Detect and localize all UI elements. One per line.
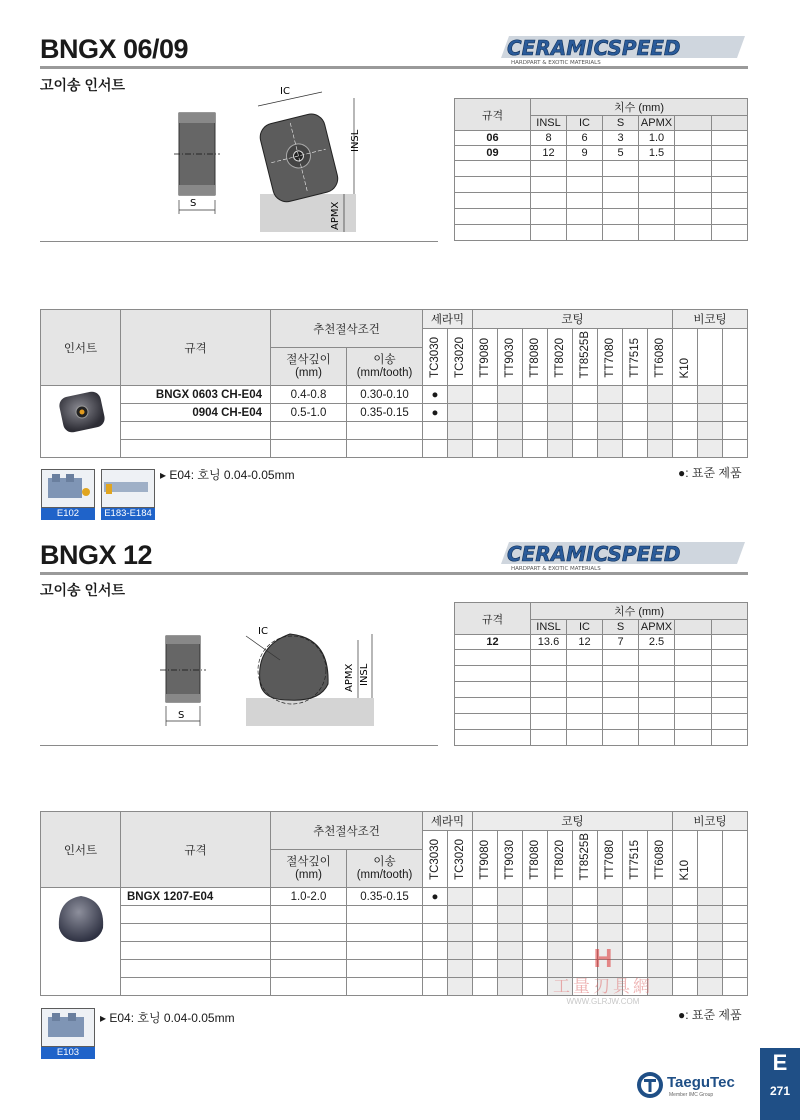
grade-TT8525B: TT8525B	[579, 330, 591, 378]
apmx-label: APMX	[344, 663, 355, 692]
col-dims: 치수 (mm)	[531, 603, 748, 620]
col-feed: 이송 (mm/tooth)	[347, 348, 423, 386]
honing-note: ▸ E04: 호닝 0.04-0.05mm	[100, 1011, 235, 1025]
grade-TT9030: TT9030	[504, 338, 516, 378]
grade-TT7515: TT7515	[629, 840, 641, 880]
section-title: BNGX 12	[40, 540, 153, 570]
site-watermark: H 工量刃具網 WWW.GLRJW.COM	[553, 943, 653, 1006]
col-apmx: APMX	[639, 620, 675, 635]
diagram-rule	[40, 241, 438, 242]
insert-photo	[51, 390, 111, 434]
table-row: 0904 CH-E04 0.5-1.0 0.35-0.15 ●	[41, 404, 748, 422]
grade-TT6080: TT6080	[654, 338, 666, 378]
grade-TT9080: TT9080	[479, 840, 491, 880]
legend-note: ●: 표준 제품	[678, 466, 742, 480]
col-ic: IC	[567, 116, 603, 131]
insl-label: INSL	[350, 129, 361, 152]
apmx-label: APMX	[330, 201, 341, 230]
col-insl: INSL	[531, 116, 567, 131]
insl-label: INSL	[359, 663, 370, 686]
col-doc: 절삭깊이 (mm)	[271, 348, 347, 386]
dimension-table	[454, 602, 748, 746]
grp-ceramic: 세라믹	[423, 812, 473, 831]
ceramicspeed-logo	[497, 32, 749, 66]
logo-text: CERAMICSPEED	[507, 542, 681, 566]
col-insl: INSL	[531, 620, 567, 635]
ceramicspeed-logo	[497, 538, 749, 572]
standard-mark: ●	[423, 404, 448, 422]
insert-photo	[51, 892, 111, 948]
standard-mark: ●	[423, 386, 448, 404]
title-rule	[40, 66, 748, 69]
table-row: 09 12 9 5 1.5	[455, 146, 748, 161]
col-cond: 추천절삭조건	[271, 812, 423, 850]
brand-sub: Member IMC Group	[669, 1092, 714, 1098]
col-spec: 규격	[121, 812, 271, 888]
grade-TT8525B: TT8525B	[579, 832, 591, 880]
col-spec: 규격	[121, 310, 271, 386]
page-letter: E	[772, 1050, 788, 1075]
grade-TC3030: TC3030	[429, 337, 441, 378]
col-doc: 절삭깊이 (mm)	[271, 850, 347, 888]
brand-name: TaeguTec	[667, 1074, 735, 1091]
grp-uncoated: 비코팅	[673, 812, 748, 831]
grp-coated: 코팅	[473, 310, 673, 329]
grade-TT7080: TT7080	[604, 338, 616, 378]
col-grade: 규격	[455, 99, 531, 131]
col-s: S	[603, 116, 639, 131]
ref-thumb-E183[interactable]: E183-E184	[101, 469, 155, 520]
grade-TT6080: TT6080	[654, 840, 666, 880]
standard-mark: ●	[423, 888, 448, 906]
col-ic: IC	[567, 620, 603, 635]
logo-tag: HARDPART & EXOTIC MATERIALS	[511, 566, 601, 572]
insert-dimension-diagram	[160, 618, 380, 730]
title-rule	[40, 572, 748, 575]
logo-tag: HARDPART & EXOTIC MATERIALS	[511, 60, 601, 66]
honing-note: ▸ E04: 호닝 0.04-0.05mm	[160, 468, 295, 482]
grade-TT7080: TT7080	[604, 840, 616, 880]
grade-TC3020: TC3020	[454, 839, 466, 880]
diagram-rule	[40, 745, 438, 746]
grade-TT8020: TT8020	[554, 338, 566, 378]
grade-TT8020: TT8020	[554, 840, 566, 880]
grp-coated: 코팅	[473, 812, 673, 831]
section-title: BNGX 06/09	[40, 34, 189, 64]
section-subtitle: 고이송 인서트	[40, 582, 126, 598]
ref-thumb-E103[interactable]: E103	[41, 1008, 95, 1059]
ic-label: IC	[258, 626, 268, 637]
grade-TT8080: TT8080	[529, 338, 541, 378]
ref-thumb-E102[interactable]: E102	[41, 469, 95, 520]
logo-text: CERAMICSPEED	[507, 36, 681, 60]
grade-table	[40, 309, 748, 458]
grade-K10: K10	[679, 859, 691, 880]
col-insert: 인서트	[41, 310, 121, 386]
table-row: 06 8 6 3 1.0	[455, 131, 748, 146]
table-row: BNGX 0603 CH-E04 0.4-0.8 0.30-0.10 ●	[41, 386, 748, 404]
col-cond: 추천절삭조건	[271, 310, 423, 348]
table-row: 12 13.6 12 7 2.5	[455, 635, 748, 650]
ic-label: IC	[280, 86, 290, 97]
col-feed: 이송 (mm/tooth)	[347, 850, 423, 888]
col-dims: 치수 (mm)	[531, 99, 748, 116]
page-number: 271	[769, 1084, 791, 1098]
page-badge	[760, 1048, 800, 1120]
grade-TC3020: TC3020	[454, 337, 466, 378]
col-grade: 규격	[455, 603, 531, 635]
grp-uncoated: 비코팅	[673, 310, 748, 329]
col-insert: 인서트	[41, 812, 121, 888]
insert-dimension-diagram	[170, 82, 370, 234]
grade-TC3030: TC3030	[429, 839, 441, 880]
col-s: S	[603, 620, 639, 635]
col-apmx: APMX	[639, 116, 675, 131]
taegutec-logo	[636, 1071, 746, 1099]
s-label: S	[178, 710, 185, 721]
grp-ceramic: 세라믹	[423, 310, 473, 329]
grade-TT7515: TT7515	[629, 338, 641, 378]
legend-note: ●: 표준 제품	[678, 1008, 742, 1022]
grade-K10: K10	[679, 357, 691, 378]
grade-TT8080: TT8080	[529, 840, 541, 880]
grade-TT9030: TT9030	[504, 840, 516, 880]
dimension-table	[454, 98, 748, 241]
s-label: S	[190, 198, 197, 209]
section-subtitle: 고이송 인서트	[40, 77, 126, 93]
table-row: BNGX 1207-E04 1.0-2.0 0.35-0.15 ●	[41, 888, 748, 906]
grade-TT9080: TT9080	[479, 338, 491, 378]
